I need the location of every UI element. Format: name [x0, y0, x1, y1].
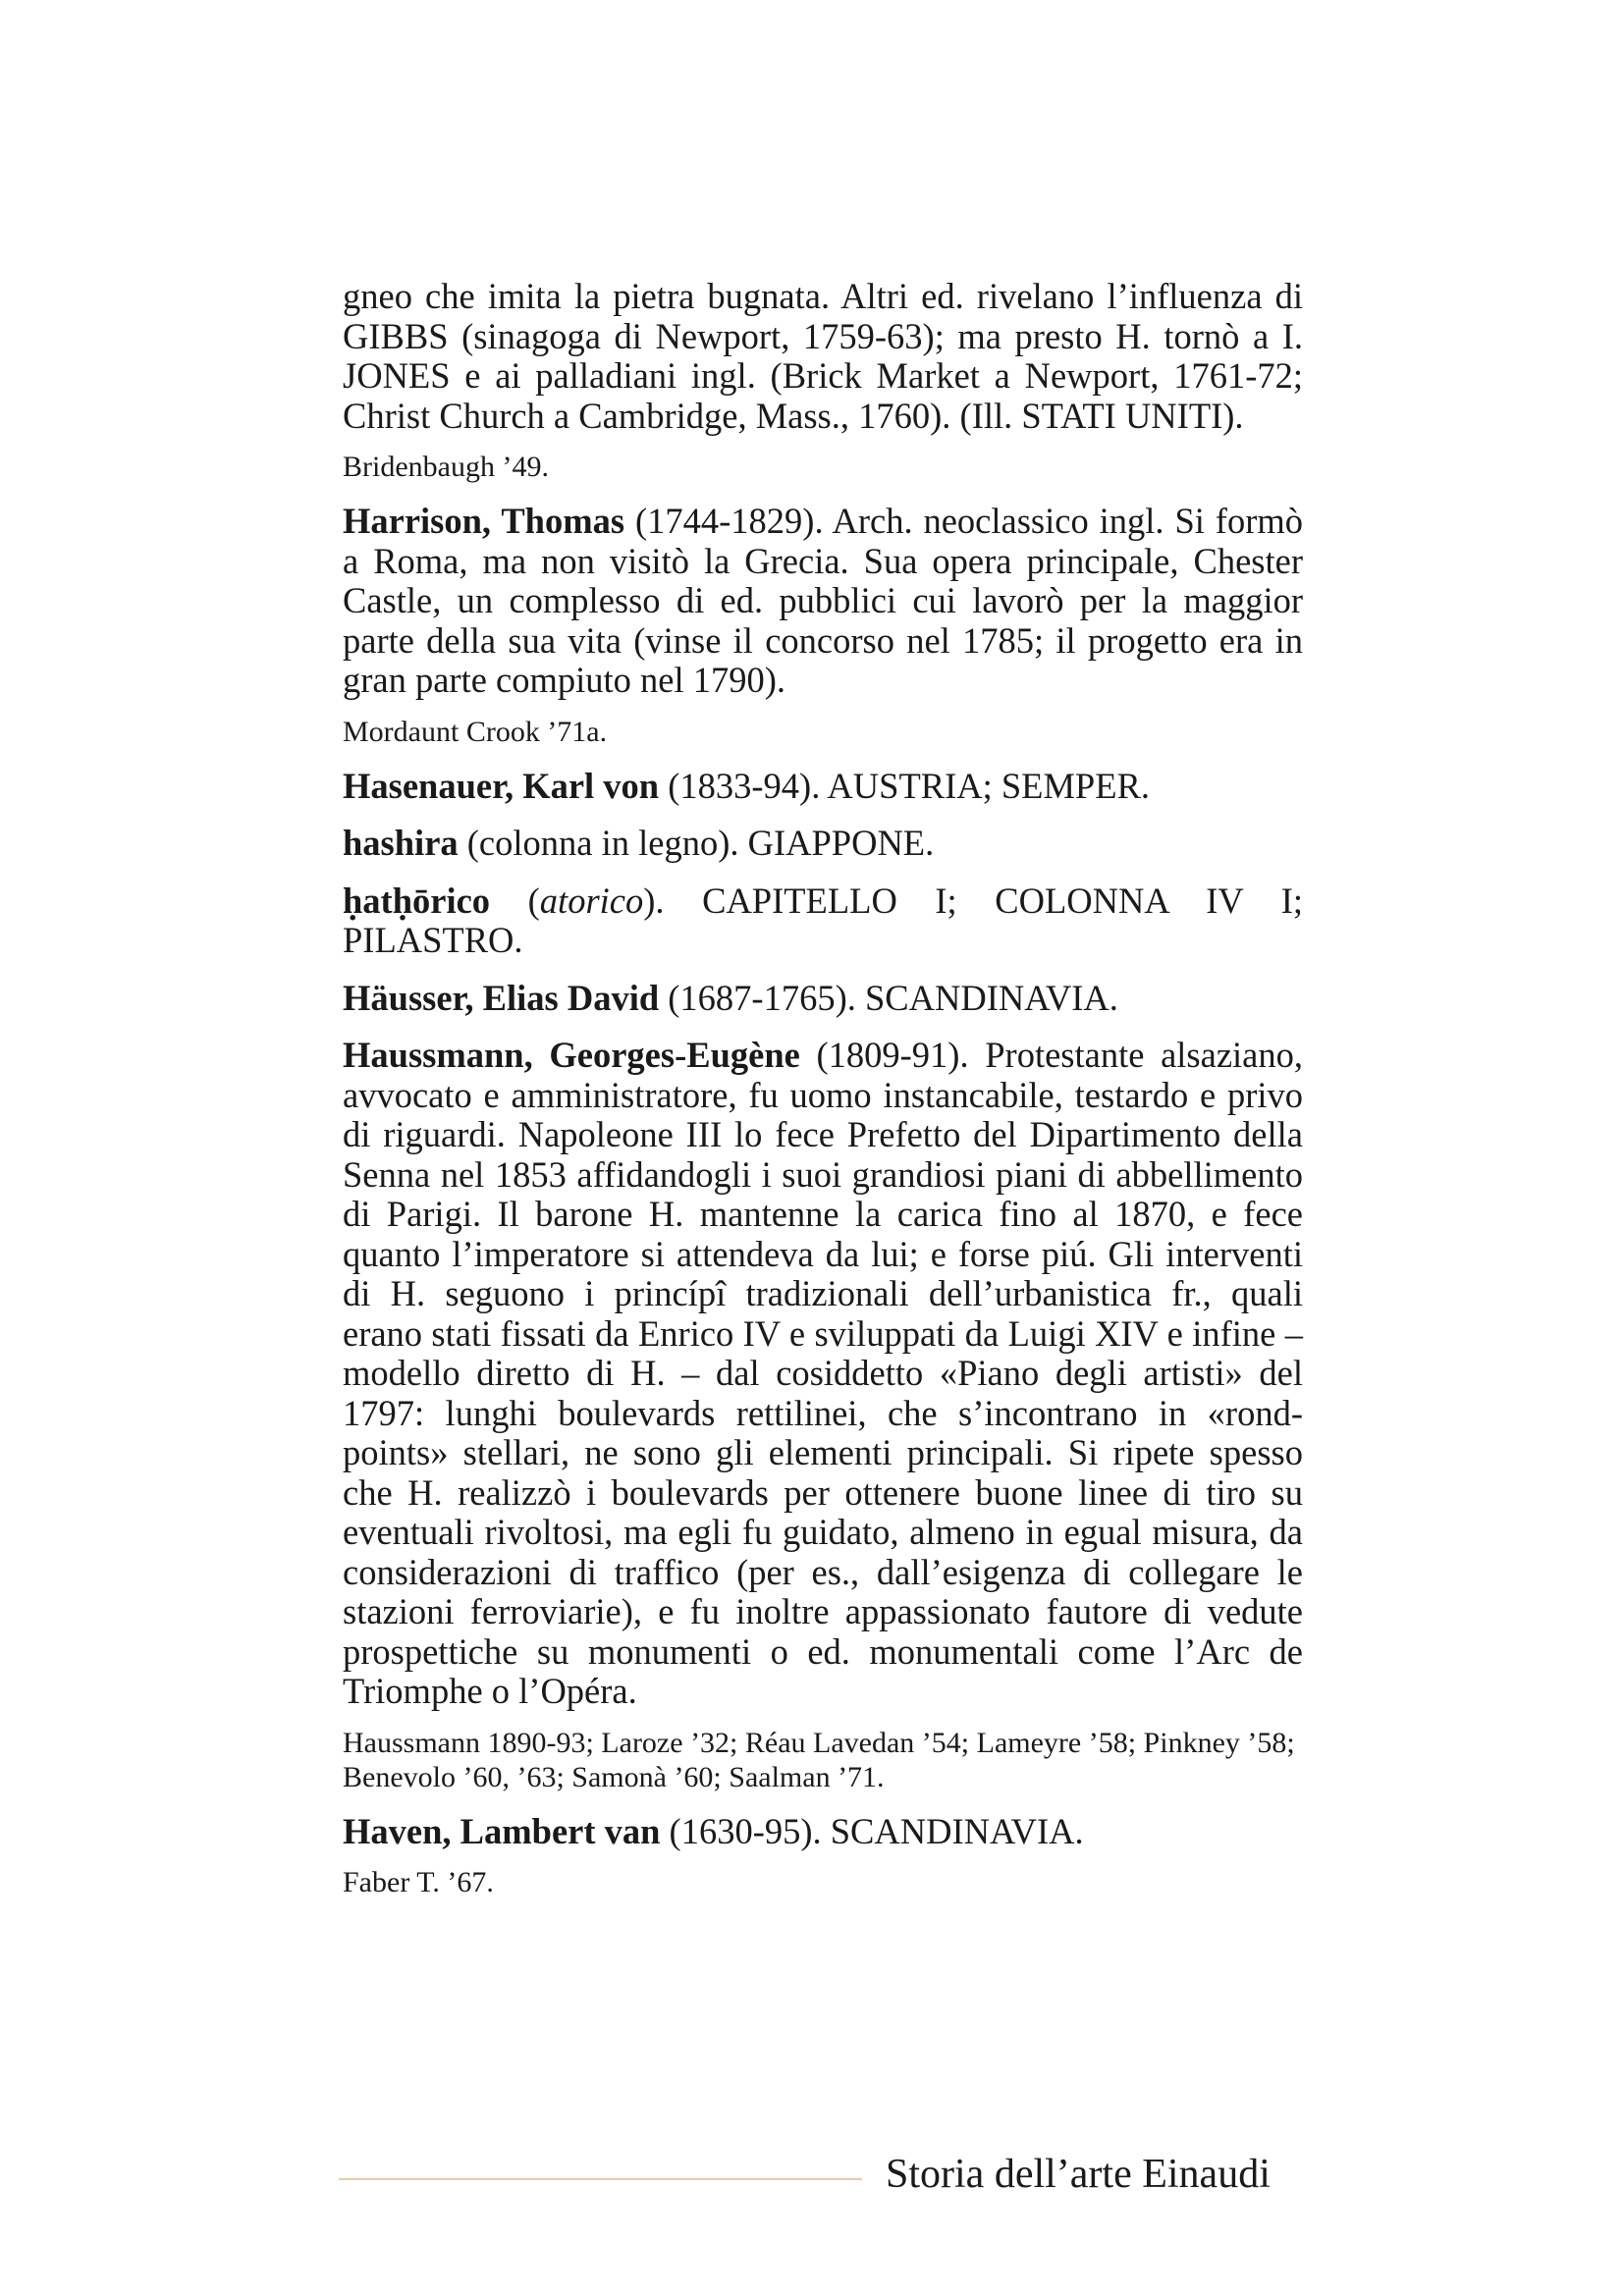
entry-text: (1744-1829). Arch. neoclassico ingl. Si formò a Roma, ma non visitò la Grecia. Sua opera principale, Chester Castle, un complesso di ed. pubblici cui lavorò per la maggior parte della sua vita (vinse il concorso nel 1785; il progetto era in gran parte compiuto nel 1790). — [343, 501, 1303, 700]
entry-haven — [343, 1812, 1303, 1900]
entry-paragraph — [343, 767, 1303, 807]
entry-headword: Hasenauer, Karl von — [343, 765, 660, 806]
entry-text: (1833-94). AUSTRIA; SEMPER. — [659, 765, 1150, 806]
entry-bibliography: Bridenbaugh ’49. — [343, 451, 549, 483]
entry-text-italic: atorico — [539, 880, 644, 921]
entry-paragraph — [343, 1812, 1303, 1852]
entry-bibliography: Faber T. ’67. — [343, 1866, 494, 1898]
entry-text: (1687-1765). SCANDINAVIA. — [659, 977, 1118, 1018]
entry-hausser — [343, 979, 1303, 1019]
page-body — [343, 277, 1303, 1917]
entry-paragraph — [343, 824, 1303, 864]
entry-bibliography: Mordaunt Crook ’71a. — [343, 715, 608, 748]
entry-haussmann — [343, 1036, 1303, 1794]
entry-hallet-continuation — [343, 277, 1303, 484]
entry-headword: Harrison, Thomas — [343, 501, 625, 541]
entry-headword: Haven, Lambert van — [343, 1810, 661, 1851]
entry-headword: ḥatḥōrico — [343, 880, 491, 921]
entry-bibliography: Haussmann 1890-93; Laroze ’32; Réau Lavedan ’54; Lameyre ’58; Pinkney ’58; Benevolo ’60, ’63; Samonà ’60; Saalman ’71. — [343, 1726, 1295, 1793]
entry-text: (1809-91). Protestante alsaziano, avvocato e amministratore, fu uomo instancabile, testardo e privo di riguardi. Napoleone III lo fece Prefetto del Dipartimento della Senna nel 1853 affidandogli i suoi grandiosi piani di abbellimento di Parigi. Il barone H. mantenne la carica fino al 1870, e fece quanto l’imperatore si attendeva da lui; e forse piú. Gli interventi di H. seguono i princípî tradizionali dell’urbanistica fr., quali erano stati fissati da Enrico IV e sviluppati da Luigi XIV e infine – modello diretto di H. – dal cosiddetto «Piano degli artisti» del 1797: lunghi boulevards rettilinei, che s’incontrano in «rond-points» stellari, ne sono gli elementi principali. Si ripete spesso che H. realizzò i boulevards per ottenere buone linee di tiro su eventuali rivoltosi, ma egli fu guidato, almeno in egual misura, da considerazioni di traffico (per es., dall’esigenza di collegare le stazioni ferroviarie), e fu inoltre appassionato fautore di vedute prospettiche su monumenti o ed. monumentali come l’Arc de Triomphe o l’Opéra. — [343, 1035, 1303, 1711]
entry-hasenauer — [343, 767, 1303, 807]
entry-hashira — [343, 824, 1303, 864]
entry-harrison — [343, 502, 1303, 749]
entry-headword: Haussmann, Georges-Eugène — [343, 1035, 800, 1075]
entry-headword: Häusser, Elias David — [343, 977, 660, 1018]
footer-title: Storia dell’arte Einaudi — [886, 2152, 1271, 2197]
entry-text: ). CAPITELLO I; COLONNA IV I; PILASTRO. — [343, 880, 1303, 960]
entry-text-pre: ( — [490, 880, 540, 921]
entry-text: gneo che imita la pietra bugnata. Altri ed. rivelano l’influenza di GIBBS (sinagoga di Newport, 1759-63); ma presto H. tornò a I. JONES e ai palladiani ingl. (Brick Market a Newport, 1761-72; Christ Church a Cambridge, Mass., 1760). (Ill. STATI UNITI). — [343, 276, 1303, 436]
entry-headword: hashira — [343, 823, 459, 863]
entry-paragraph — [343, 881, 1303, 961]
entry-text: (colonna in legno). GIAPPONE. — [458, 823, 935, 863]
entry-paragraph — [343, 502, 1303, 701]
entry-hathorico — [343, 881, 1303, 961]
entry-text: (1630-95). SCANDINAVIA. — [660, 1810, 1084, 1851]
footer-divider — [339, 2178, 862, 2180]
entry-paragraph — [343, 1036, 1303, 1712]
entry-paragraph — [343, 979, 1303, 1019]
